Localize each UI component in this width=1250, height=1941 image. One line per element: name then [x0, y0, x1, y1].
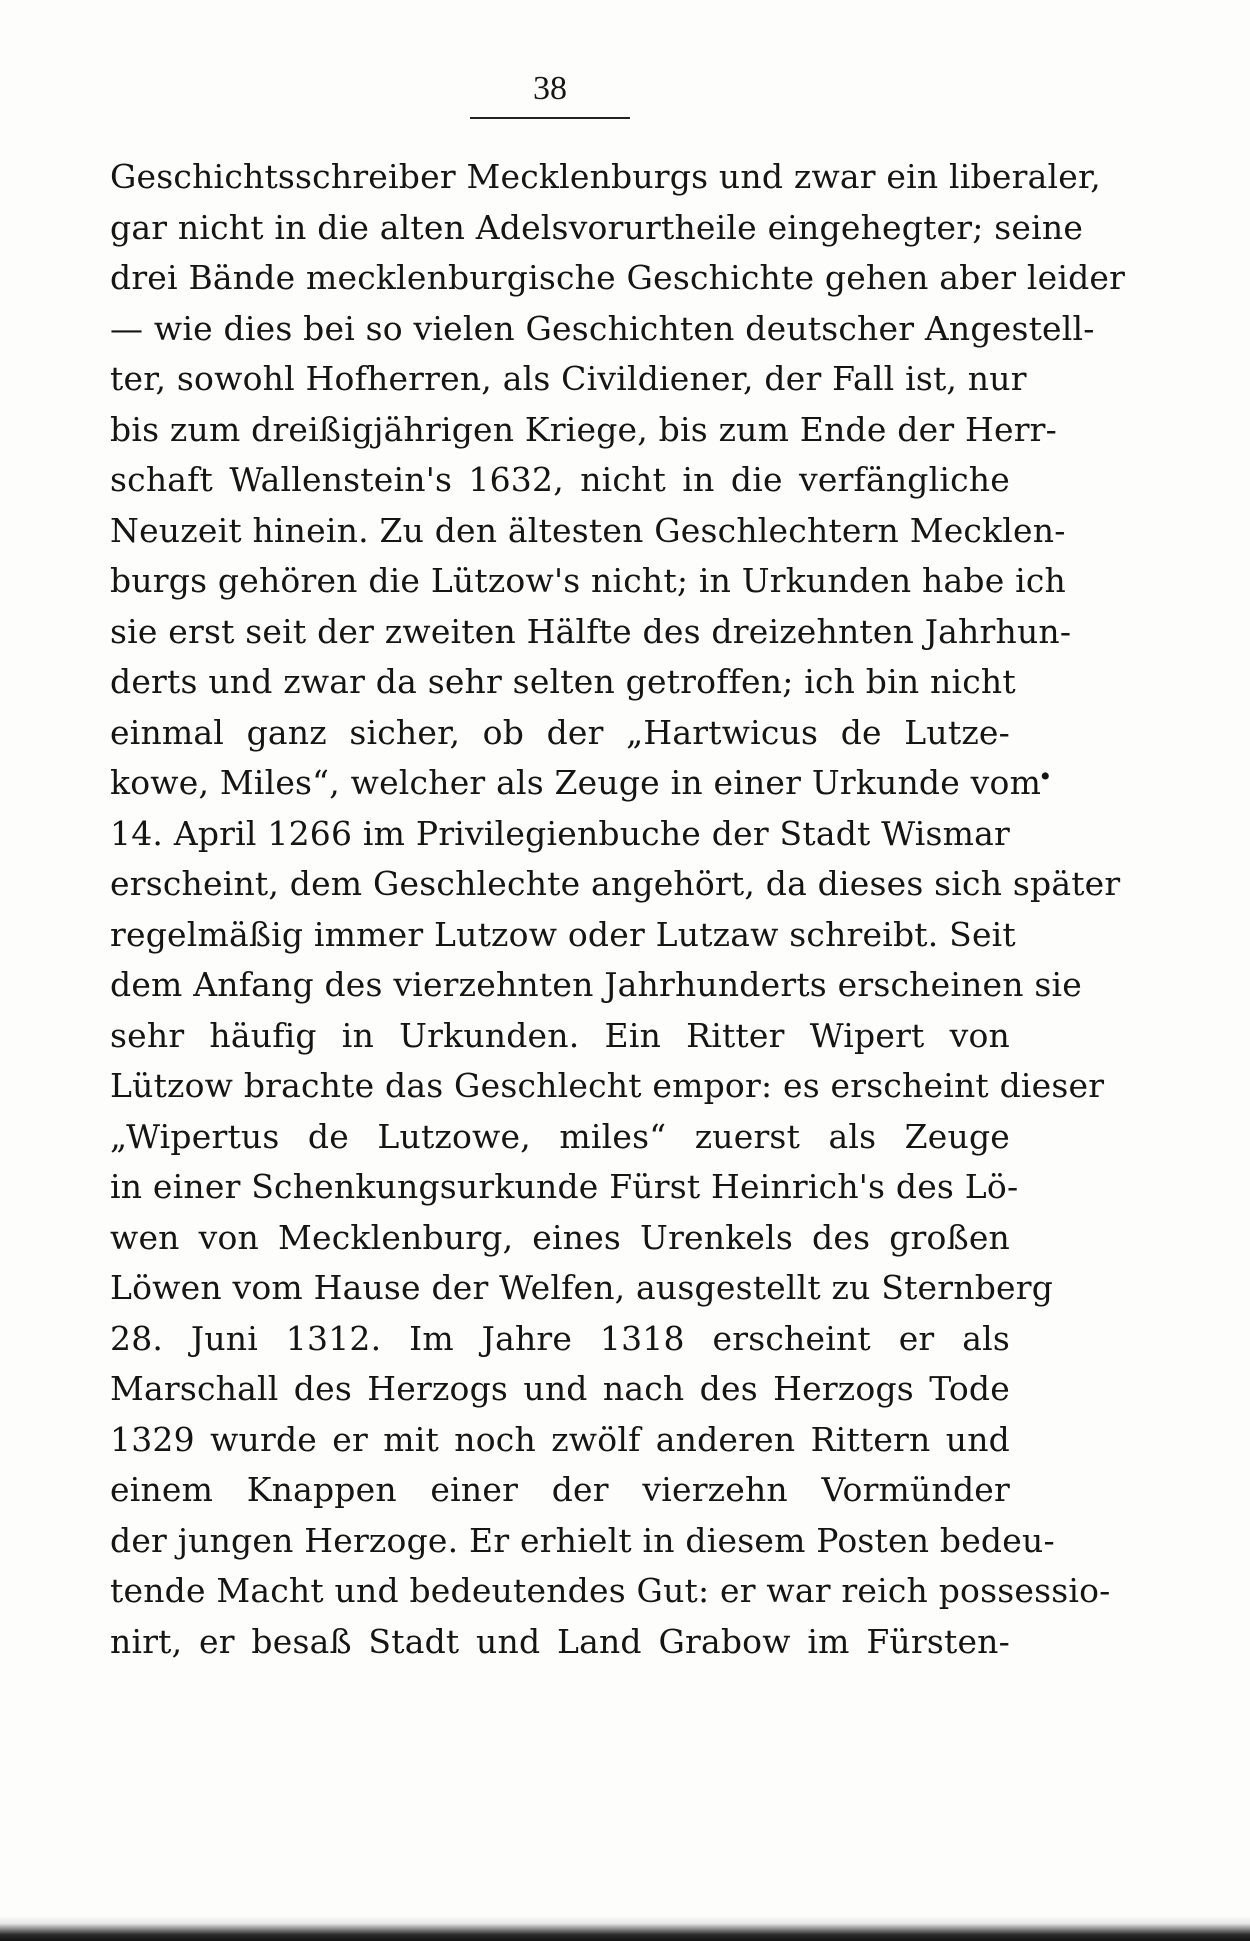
text-line: derts und zwar da sehr selten getroffen; ich bin nicht [110, 662, 1016, 701]
text-line: 28. Juni 1312. Im Jahre 1318 erscheint er als [110, 1318, 1010, 1358]
text-line: 1329 wurde er mit noch zwölf anderen Rittern und [110, 1419, 1010, 1459]
text-line: sie erst seit der zweiten Hälfte des dreizehnten Jahrhun- [110, 611, 1072, 651]
text-line: erscheint, dem Geschlechte angehört, da dieses sich später [110, 864, 1121, 903]
text-line: — wie dies bei so vielen Geschichten deutscher Angestell- [110, 308, 1095, 348]
text-line: ter, sowohl Hofherren, als Civildiener, der Fall ist, nur [110, 359, 1027, 398]
text-line: drei Bände mecklenburgische Geschichte gehen aber leider [110, 258, 1126, 297]
text-line: gar nicht in die alten Adelsvorurtheile eingehegter; seine [110, 207, 1084, 247]
text-line: tende Macht und bedeutendes Gut: er war reich possessio- [110, 1571, 1111, 1610]
text-line: der jungen Herzoge. Er erhielt in diesem Posten bedeu- [110, 1520, 1055, 1560]
text-line: wen von Mecklenburg, eines Urenkels des großen [110, 1217, 1010, 1257]
text-line: Lützow brachte das Geschlecht empor: es erscheint dieser [110, 1066, 1105, 1105]
text-line: einem Knappen einer der vierzehn Vormünder [110, 1470, 1010, 1509]
page-number: 38 [533, 70, 567, 107]
page-number-rule [470, 117, 630, 119]
text-line: regelmäßig immer Lutzow oder Lutzaw schreibt. Seit [110, 914, 1016, 954]
text-line: kowe, Miles“, welcher als Zeuge in einer Urkunde vom [110, 763, 1042, 802]
text-line: schaft Wallenstein's 1632, nicht in die verfängliche [110, 460, 1010, 499]
text-line: Löwen vom Hause der Welfen, ausgestellt zu Sternberg [110, 1268, 1054, 1307]
text-line: Marschall des Herzogs und nach des Herzogs Tode [110, 1369, 1010, 1408]
text-line: „Wipertus de Lutzowe, miles“ zuerst als Zeuge [110, 1116, 1010, 1156]
text-line: in einer Schenkungsurkunde Fürst Heinrich's des Lö- [110, 1167, 1019, 1206]
text-line: bis zum dreißigjährigen Kriege, bis zum Ende der Herr- [110, 409, 1057, 449]
text-line: Geschichtsschreiber Mecklenburgs und zwar ein liberaler, [110, 157, 1101, 196]
text-line: burgs gehören die Lützow's nicht; in Urkunden habe ich [110, 561, 1067, 600]
text-line: dem Anfang des vierzehnten Jahrhunderts erscheinen sie [110, 965, 1083, 1004]
text-line: einmal ganz sicher, ob der „Hartwicus de Lutze- [110, 712, 1010, 752]
scan-bottom-edge [0, 1916, 1250, 1941]
margin-mark: • [1040, 760, 1051, 793]
text-line: sehr häufig in Urkunden. Ein Ritter Wipert von [110, 1015, 1010, 1055]
text-line: Neuzeit hinein. Zu den ältesten Geschlechtern Mecklen- [110, 510, 1066, 550]
body-text [110, 152, 1126, 1667]
text-line: 14. April 1266 im Privilegienbuche der Stadt Wismar [110, 813, 1010, 853]
text-line: nirt, er besaß Stadt und Land Grabow im Fürsten- [110, 1621, 1010, 1661]
